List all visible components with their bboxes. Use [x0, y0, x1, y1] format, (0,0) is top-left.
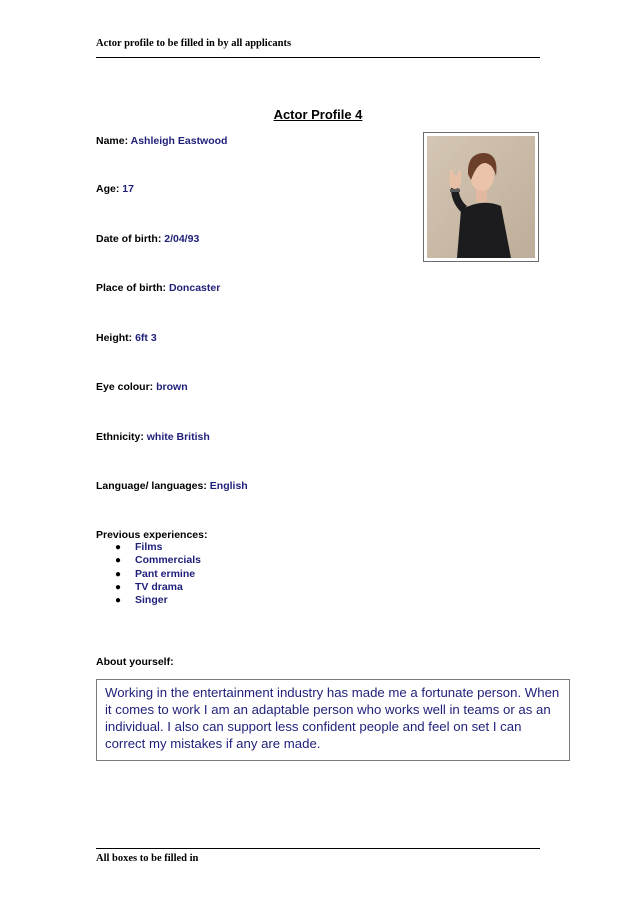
height-field: [96, 332, 157, 344]
height-label: Height:: [96, 332, 136, 344]
dob-value: 2/04/93: [164, 233, 200, 245]
list-item-text: Singer: [135, 594, 168, 607]
page-title: Actor Profile 4: [273, 107, 363, 122]
height-value: 6ft 3: [135, 332, 157, 344]
bullet-icon: ●: [115, 555, 122, 567]
pob-value: Doncaster: [168, 282, 221, 294]
pob-label: Place of birth:: [96, 282, 169, 294]
age-field: [96, 183, 134, 195]
page-footer: All boxes to be filled in: [96, 853, 199, 864]
bullet-icon: ●: [115, 542, 122, 553]
footer-rule: [96, 848, 540, 849]
ethnicity-label: Ethnicity:: [96, 431, 147, 443]
bullet-icon: ●: [115, 581, 122, 593]
ethnicity-field: [96, 431, 210, 443]
list-item: [115, 594, 201, 607]
eye-colour-value: brown: [156, 381, 188, 393]
language-label: Language/ languages:: [96, 480, 210, 492]
bullet-icon: ●: [115, 568, 122, 580]
bullet-icon: ●: [115, 595, 122, 607]
age-value: 17: [122, 183, 134, 195]
list-item-text: Commercials: [135, 554, 201, 567]
experiences-list: [115, 541, 201, 607]
page-header: Actor profile to be filled in by all applicants: [96, 38, 292, 49]
header-rule: [96, 57, 540, 58]
list-item-text: TV drama: [135, 580, 183, 593]
actor-photo-image: [427, 136, 535, 258]
language-field: [96, 480, 248, 492]
dob-label: Date of birth:: [96, 233, 165, 245]
dob-field: [96, 233, 199, 245]
list-item: [115, 541, 201, 554]
list-item: [115, 581, 201, 594]
eye-colour-label: Eye colour:: [96, 381, 157, 393]
pob-field: [96, 282, 220, 294]
about-label: About yourself:: [96, 656, 174, 668]
ethnicity-value: white British: [146, 431, 210, 443]
about-text-box[interactable]: Working in the entertainment industry has made me a fortunate person. When it comes to work I am an adaptable person who works well in teams or as an individual. I also can support less confident people and feel on set I can correct my mistakes if any are made.: [96, 679, 570, 761]
list-item: [115, 554, 201, 567]
language-value: English: [209, 480, 248, 492]
eye-colour-field: [96, 381, 188, 393]
name-value: Ashleigh Eastwood: [130, 135, 228, 147]
list-item-text: Pant ermine: [135, 567, 196, 580]
actor-photo: [423, 132, 539, 262]
name-label: Name:: [96, 135, 131, 147]
age-label: Age:: [96, 183, 123, 195]
experiences-label: Previous experiences:: [96, 529, 208, 541]
name-field: [96, 135, 227, 147]
list-item: [115, 568, 201, 581]
list-item-text: Films: [135, 541, 163, 553]
